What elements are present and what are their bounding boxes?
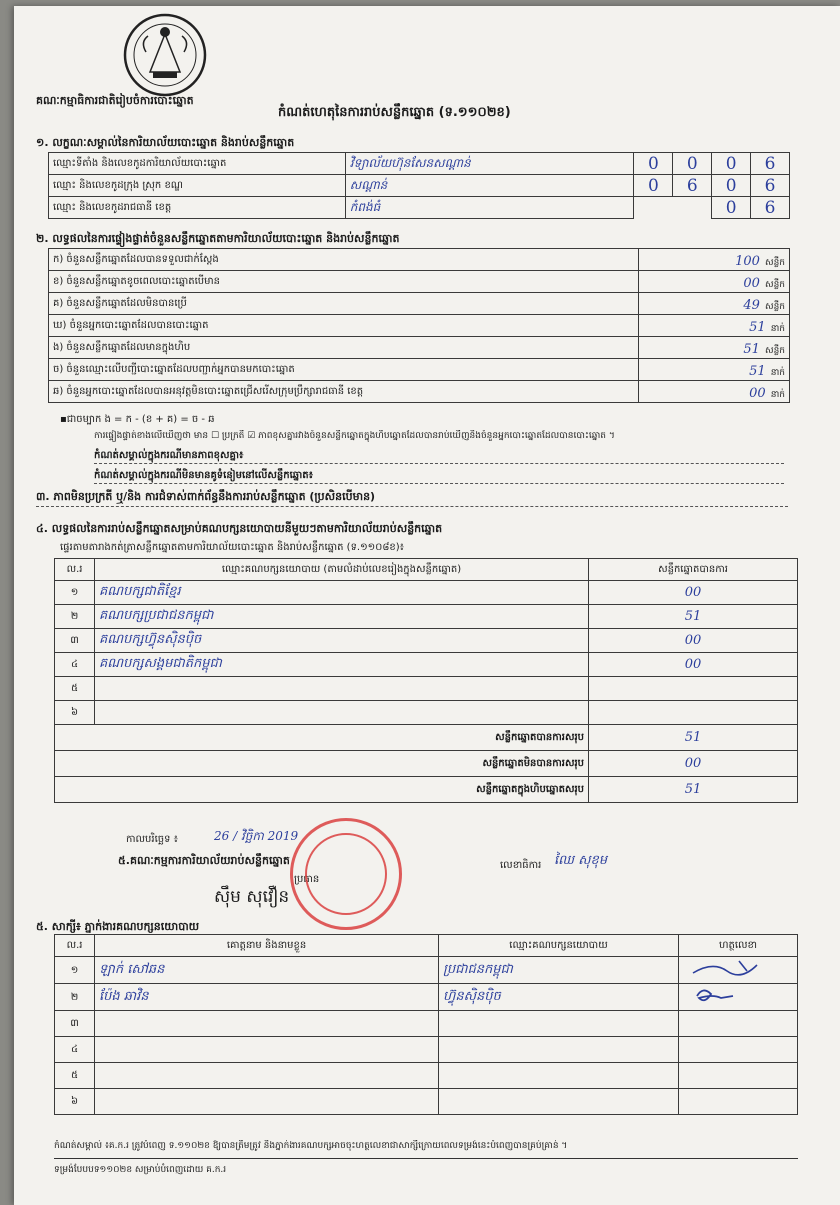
form-code-note: ទម្រង់បែបបទ១១០២ខ សម្រាប់បំពេញដោយ គ.ក.រ xyxy=(54,1165,227,1175)
digit-cell: 0 xyxy=(634,175,673,197)
row-no: ៥ xyxy=(55,1063,95,1089)
table-row xyxy=(55,629,798,653)
signature-cell xyxy=(679,1063,798,1089)
table-row xyxy=(49,359,790,381)
verification-line: ការផ្ទៀងផ្ទាត់ខាងលើឃើញថា មាន ☐ ប្រក្រតី ☑ ភាពខុសគ្នារវាងចំនួនសន្លឹកឆ្នោតក្នុងហិបឆ្នោតដែលបានរាប់ឃើញនិងចំនួនអ្នកបោះឆ្នោតដែលបានបោះឆ្នោត ។ xyxy=(94,431,615,441)
row-no: ៤ xyxy=(55,1037,95,1063)
party-name: គណបក្សសង្គមជាតិកម្ពុជា xyxy=(95,653,589,677)
party-name: គណបក្សហ៊្វុនស៊ិនប៉ិច xyxy=(95,629,589,653)
row-unit: សន្លឹក xyxy=(765,345,785,356)
row-value: សណ្តាន់ xyxy=(345,175,634,197)
signature-cell xyxy=(679,1037,798,1063)
signature-cell xyxy=(679,1089,798,1115)
party-results-table xyxy=(54,558,798,803)
row-label: ឈ្មោះ និងលេខកូដក្រុង ស្រុក ខណ្ឌ xyxy=(49,175,346,197)
col-header-name: គោត្តនាម និងនាមខ្លួន xyxy=(95,935,439,957)
row-unit: នាក់ xyxy=(770,323,785,334)
row-unit: នាក់ xyxy=(770,367,785,378)
signature-icon xyxy=(683,957,773,979)
party-votes xyxy=(589,677,798,701)
row-value: 00 xyxy=(749,385,766,401)
total-label: សន្លឹកឆ្នោតបានការសរុប xyxy=(55,725,589,751)
row-no: ៦ xyxy=(55,1089,95,1115)
document-page xyxy=(14,6,840,1205)
row-no: ៣ xyxy=(55,629,95,653)
party-votes xyxy=(589,701,798,725)
col-header-no: ល.រ xyxy=(55,935,95,957)
party-name: គណបក្សជាតិខ្មែរ xyxy=(95,581,589,605)
total-row xyxy=(55,777,798,803)
party-name xyxy=(95,677,589,701)
total-value: 51 xyxy=(589,725,798,751)
row-value: 51 xyxy=(749,363,766,379)
table-row xyxy=(55,1089,798,1115)
committee-label: ៥.គណៈកម្មការការិយាល័យរាប់សន្លឹកឆ្នោត xyxy=(118,854,290,867)
signature-cell xyxy=(679,1011,798,1037)
digit-cell: 0 xyxy=(712,175,751,197)
witness-party xyxy=(439,1089,679,1115)
row-label: ឆ) ចំនួនអ្នកបោះឆ្នោតដែលបានអនុវត្តមិនបោះឆ្នោតជ្រើសរើសក្រុមប្រឹក្សារាជធានី ខេត្ត xyxy=(49,381,639,403)
table-header-row xyxy=(55,559,798,581)
witness-party xyxy=(439,1037,679,1063)
digit-cell: 6 xyxy=(751,175,790,197)
row-value: 00 xyxy=(743,275,760,291)
section2-heading: ២. លទ្ធផលនៃការផ្ទៀងផ្ទាត់ចំនួនសន្លឹកឆ្នោតតាមការិយាល័យបោះឆ្នោត និងរាប់សន្លឹកឆ្នោត xyxy=(36,232,400,245)
section2-table xyxy=(48,248,790,403)
committee-name: គណៈកម្មាធិការជាតិរៀបចំការបោះឆ្នោត xyxy=(36,94,194,107)
section4-heading: ៤. លទ្ធផលនៃការរាប់សន្លឹកឆ្នោតសម្រាប់គណបក្សនយោបាយនីមួយៗតាមការិយាល័យរាប់សន្លឹកឆ្នោត xyxy=(36,522,443,535)
row-label: ង) ចំនួនសន្លឹកឆ្នោតដែលមានក្នុងហិប xyxy=(49,337,639,359)
row-value: 100 xyxy=(735,253,760,269)
official-stamp xyxy=(290,818,402,930)
witness-name xyxy=(95,1011,439,1037)
witness-party: ហ៊្វុនស៊ិនប៉ិច xyxy=(439,984,679,1011)
party-votes: 00 xyxy=(589,629,798,653)
table-row xyxy=(55,984,798,1011)
party-votes: 00 xyxy=(589,581,798,605)
digit-cell: 6 xyxy=(673,175,712,197)
total-label: សន្លឹកឆ្នោតមិនបានការសរុប xyxy=(55,751,589,777)
row-label: ក) ចំនួនសន្លឹកឆ្នោតដែលបានទទួលជាក់ស្តែង xyxy=(49,249,639,271)
row-unit: សន្លឹក xyxy=(765,301,785,312)
col-header-no: ល.រ xyxy=(55,559,95,581)
table-row xyxy=(55,701,798,725)
table-row xyxy=(55,1063,798,1089)
col-header-party: ឈ្មោះគណបក្សនយោបាយ xyxy=(439,935,679,957)
digit-cell: 0 xyxy=(712,153,751,175)
digit-cell: 0 xyxy=(712,197,751,219)
table-row xyxy=(49,337,790,359)
secretary-label: លេខាធិការ xyxy=(500,860,542,871)
president-name: ស៊ឹម សុវឿន xyxy=(214,887,290,907)
table-row xyxy=(55,581,798,605)
date-value: 26 / វិច្ឆិកា 2019 xyxy=(214,829,299,843)
table-row xyxy=(49,271,790,293)
party-votes: 51 xyxy=(589,605,798,629)
date-label: កាលបរិច្ឆេទ ៖ xyxy=(126,834,179,845)
party-votes: 00 xyxy=(589,653,798,677)
row-label: ឃ) ចំនួនអ្នកបោះឆ្នោតដែលបានបោះឆ្នោត xyxy=(49,315,639,337)
row-label: គ) ចំនួនសន្លឹកឆ្នោតដែលមិនបានប្រើ xyxy=(49,293,639,315)
party-name xyxy=(95,701,589,725)
col-header-votes: សន្លឹកឆ្នោតបានការ xyxy=(589,559,798,581)
col-header-signature: ហត្ថលេខា xyxy=(679,935,798,957)
row-no: ២ xyxy=(55,984,95,1011)
form-title: កំណត់ហេតុនៃការរាប់សន្លឹកឆ្នោត (ទ.១១០២ខ) xyxy=(278,105,511,120)
table-row xyxy=(55,653,798,677)
table-row xyxy=(55,677,798,701)
note-no-mark: កំណត់សម្គាល់ក្នុងករណីមិនមានគូទំនៀមនៅលើសន្លឹកឆ្នោត៖ xyxy=(94,468,784,484)
digit-cell: 6 xyxy=(751,153,790,175)
row-no: ៣ xyxy=(55,1011,95,1037)
row-unit: នាក់ xyxy=(770,389,785,400)
total-value: 51 xyxy=(589,777,798,803)
section1-table xyxy=(48,152,790,219)
row-value: 49 xyxy=(743,297,760,313)
total-row xyxy=(55,751,798,777)
col-header-party: ឈ្មោះគណបក្សនយោបាយ (តាមលំដាប់លេខរៀងក្នុងសន្លឹកឆ្នោត) xyxy=(95,559,589,581)
witness-name xyxy=(95,1063,439,1089)
row-no: ៥ xyxy=(55,677,95,701)
formula: ▪ជាចម្បាក ង = ក - (ខ + គ) = ច - ឆ xyxy=(60,414,215,425)
table-row xyxy=(49,197,790,219)
total-row xyxy=(55,725,798,751)
witness-name xyxy=(95,1037,439,1063)
secretary-signature: ឈៃ សុខុម xyxy=(554,853,608,868)
row-no: ៤ xyxy=(55,653,95,677)
row-label: ខ) ចំនួនសន្លឹកឆ្នោតខូចពេលបោះឆ្នោតបើមាន xyxy=(49,271,639,293)
section4-subheading: ផ្ទេរតាមតារាងកត់ត្រាសន្លឹកឆ្នោតតាមការិយាល័យបោះឆ្នោត និងរាប់សន្លឹកឆ្នោត (ទ.១១០៨ខ)៖ xyxy=(60,542,405,553)
digit-cell: 6 xyxy=(751,197,790,219)
party-name: គណបក្សប្រជាជនកម្ពុជា xyxy=(95,605,589,629)
witness-party xyxy=(439,1011,679,1037)
section5-heading: ៥. សាក្សី៖ ភ្នាក់ងារគណបក្សនយោបាយ xyxy=(36,920,200,933)
row-no: ១ xyxy=(55,957,95,984)
row-value: វិទ្យាល័យហ៊ុនសែនសណ្តាន់ xyxy=(345,153,634,175)
witness-name: ប៉ែង ឆាវិន xyxy=(95,984,439,1011)
row-label: ច) ចំនួនឈ្មោះលើបញ្ជីបោះឆ្នោតដែលបញ្ជាក់អ្នកបានមកបោះឆ្នោត xyxy=(49,359,639,381)
president-label: ប្រធាន xyxy=(294,874,320,885)
witness-table xyxy=(54,934,798,1115)
digit-cell: 0 xyxy=(673,153,712,175)
signature-cell xyxy=(679,957,798,984)
witness-name xyxy=(95,1089,439,1115)
table-row xyxy=(49,175,790,197)
digit-cell: 0 xyxy=(634,153,673,175)
table-row xyxy=(55,957,798,984)
table-row xyxy=(49,381,790,403)
table-row xyxy=(55,1011,798,1037)
witness-name: ឡាក់ សៅឆន xyxy=(95,957,439,984)
table-row xyxy=(49,249,790,271)
row-no: ១ xyxy=(55,581,95,605)
table-row xyxy=(49,315,790,337)
signature-icon xyxy=(683,984,773,1006)
table-row xyxy=(49,293,790,315)
row-value: 51 xyxy=(749,319,766,335)
table-row xyxy=(55,605,798,629)
row-unit: សន្លឹក xyxy=(765,257,785,268)
row-label: ឈ្មោះ និងលេខកូដរាជធានី ខេត្ត xyxy=(49,197,346,219)
row-label: ឈ្មោះទីតាំង និងលេខកូដការិយាល័យបោះឆ្នោត xyxy=(49,153,346,175)
signature-cell xyxy=(679,984,798,1011)
row-no: ២ xyxy=(55,605,95,629)
row-value: 51 xyxy=(743,341,760,357)
witness-party xyxy=(439,1063,679,1089)
table-row xyxy=(49,153,790,175)
section1-heading: ១. លក្ខណៈសម្គាល់នៃការិយាល័យបោះឆ្នោត និងរាប់សន្លឹកឆ្នោត xyxy=(36,136,295,149)
row-unit: សន្លឹក xyxy=(765,279,785,290)
table-header-row xyxy=(55,935,798,957)
national-emblem-icon xyxy=(120,12,210,98)
note-difference: កំណត់សម្គាល់ក្នុងករណីមានភាពខុសគ្នា៖ xyxy=(94,448,784,464)
witness-party: ប្រជាជនកម្ពុជា xyxy=(439,957,679,984)
footer-note: កំណត់សម្គាល់ ៖គ.ក.រ ត្រូវបំពេញ ទ.១១០២ខ ឱ្យបានត្រឹមត្រូវ និងភ្នាក់ងារគណបក្សអាចចុះហត្ថលេខាជាសាក្សីក្រោយពេលទម្រង់នេះបំពេញបានគ្រប់គ្រាន់ ។ xyxy=(54,1141,568,1151)
row-value: កំពង់ធំ xyxy=(345,197,634,219)
total-label: សន្លឹកឆ្នោតក្នុងហិបឆ្នោតសរុប xyxy=(55,777,589,803)
section3-heading: ៣. ភាពមិនប្រក្រតី ឬ/និង ការជំទាស់ពាក់ព័ន្ធនឹងការរាប់សន្លឹកឆ្នោត (ប្រសិនបើមាន) xyxy=(36,490,788,507)
row-no: ៦ xyxy=(55,701,95,725)
table-row xyxy=(55,1037,798,1063)
total-value: 00 xyxy=(589,751,798,777)
